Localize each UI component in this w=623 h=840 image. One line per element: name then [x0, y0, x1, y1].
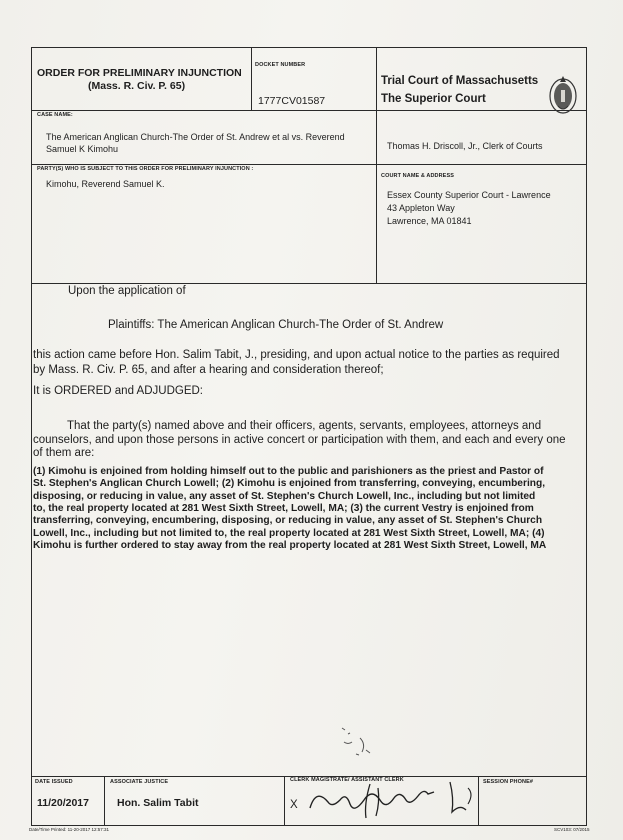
ink-mark-icon — [336, 720, 386, 760]
action-line2: by Mass. R. Civ. P. 65, and after a hearing and consideration thereof; — [33, 364, 384, 376]
that-line2: counselors, and upon those persons in active concert or participation with them, and each and every one — [33, 434, 566, 446]
injunction-term-line: Kimohu is further ordered to stay away from the real property located at 281 West Sixth Street, Lowell, MA — [33, 540, 547, 551]
case-name-line1: The American Anglican Church-The Order of St. Andrew et al vs. Reverend — [46, 132, 345, 142]
date-time-printed: Date/Time Printed: 11-20-2017 12:57:31 — [29, 827, 110, 832]
injunction-term-line: to, the real property located at 281 West Sixth Street, Lowell, MA; (3) the current Vestry is enjoined from — [33, 503, 534, 514]
injunction-term-line: St. Stephen's Anglican Church Lowell; (2) Kimohu is enjoined from transferring, conveying, encumbering, — [33, 478, 546, 489]
party-name: Kimohu, Reverend Samuel K. — [46, 179, 165, 189]
rule-header-bottom — [31, 110, 587, 111]
clerk-magistrate-label: CLERK MAGISTRATE/ ASSISTANT CLERK — [290, 777, 404, 783]
order-title: ORDER FOR PRELIMINARY INJUNCTION — [37, 67, 242, 79]
clerk-of-courts: Thomas H. Driscoll, Jr., Clerk of Courts — [387, 141, 543, 151]
rule-party-bottom — [31, 283, 587, 284]
divider-footer-2 — [284, 776, 285, 826]
case-name-line2: Samuel K Kimohu — [46, 144, 119, 154]
form-code: SCV103: 07/2015 — [554, 827, 590, 832]
signature-x: X — [290, 799, 298, 811]
court-city: Lawrence, MA 01841 — [387, 216, 472, 226]
court-street: 43 Appleton Way — [387, 203, 455, 213]
order-rule: (Mass. R. Civ. P. 65) — [88, 80, 186, 92]
party-label: PARTY(S) WHO IS SUBJECT TO THIS ORDER FOR PRELIMINARY INJUNCTION : — [37, 166, 254, 172]
injunction-term-line: (1) Kimohu is enjoined from holding himself out to the public and parishioners as the priest and Pastor of — [33, 466, 544, 477]
case-name-label: CASE NAME: — [37, 112, 73, 118]
court-name: Essex County Superior Court - Lawrence — [387, 190, 551, 200]
associate-justice-label: ASSOCIATE JUSTICE — [110, 779, 169, 785]
rule-case-bottom — [31, 164, 587, 165]
that-line3: of them are: — [33, 447, 95, 459]
date-issued-value: 11/20/2017 — [37, 797, 89, 809]
injunction-term-line: Lowell, Inc., including but not limited to, the real property located at 281 West Sixth Street, Lowell, MA; (4) — [33, 528, 545, 539]
massachusetts-seal-icon — [548, 72, 578, 116]
divider-docket — [251, 47, 252, 110]
upon-application: Upon the application of — [68, 285, 186, 297]
associate-justice-value: Hon. Salim Tabit — [117, 797, 199, 809]
action-line1: this action came before Hon. Salim Tabit, J., presiding, and upon actual notice to the parties as required — [33, 349, 560, 361]
divider-right-column — [376, 47, 377, 283]
plaintiffs: Plaintiffs: The American Anglican Church-The Order of St. Andrew — [108, 319, 444, 331]
injunction-term-line: transferring, conveying, encumbering, disposing, or reducing in value, any asset of St. Stephen's Church — [33, 515, 543, 526]
that-line1: That the party(s) named above and their officers, agents, servants, employees, attorneys and — [67, 420, 542, 432]
court-address-label: COURT NAME & ADDRESS — [381, 173, 454, 179]
injunction-term-line: disposing, or reducing in value, any asset of St. Stephen's Church Lowell, Inc., including but not limited — [33, 491, 536, 502]
session-phone-label: SESSION PHONE# — [483, 779, 533, 785]
divider-footer-1 — [104, 776, 105, 826]
ordered-adjudged: It is ORDERED and ADJUDGED: — [33, 385, 203, 397]
court-title: Trial Court of Massachusetts — [381, 75, 539, 87]
date-issued-label: DATE ISSUED — [35, 779, 73, 785]
court-subtitle: The Superior Court — [381, 93, 486, 105]
docket-label: DOCKET NUMBER — [255, 62, 306, 68]
clerk-signature-icon — [300, 778, 490, 824]
docket-number: 1777CV01587 — [258, 95, 326, 107]
